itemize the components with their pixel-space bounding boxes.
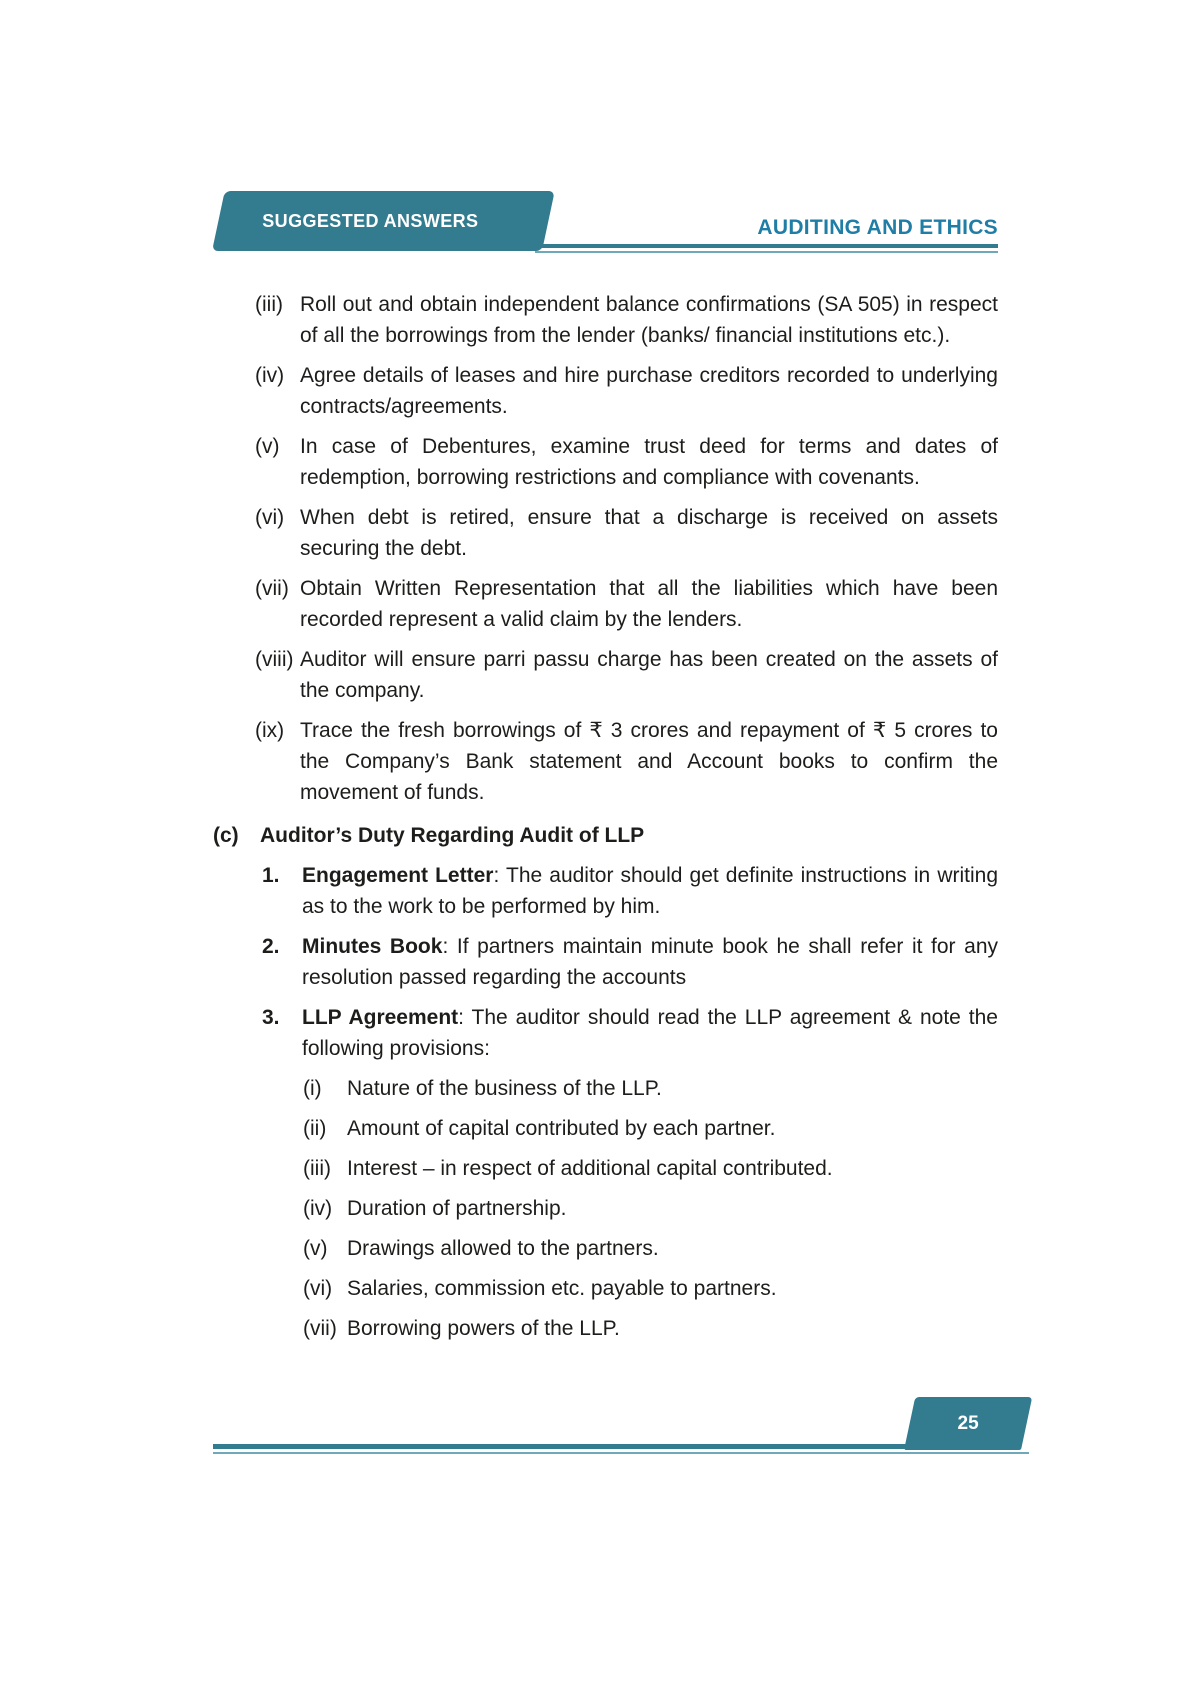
item-lead: Minutes Book bbox=[302, 935, 443, 958]
list-item-b-iv bbox=[213, 1193, 998, 1224]
page-number-badge bbox=[904, 1397, 1032, 1450]
footer-rule-thin bbox=[213, 1452, 1029, 1454]
list-text: Drawings allowed to the partners. bbox=[347, 1237, 659, 1260]
list-item-b-iii bbox=[213, 1153, 998, 1184]
list-item-a-ix bbox=[213, 715, 998, 808]
list-text: Duration of partnership. bbox=[347, 1197, 567, 1220]
page-header-title: AUDITING AND ETHICS bbox=[757, 216, 998, 239]
list-item-b-i bbox=[213, 1073, 998, 1104]
numbered-item-3 bbox=[213, 1002, 998, 1064]
numbered-item-1 bbox=[213, 860, 998, 922]
list-marker: (vi) bbox=[303, 1277, 333, 1300]
list-marker: (ix) bbox=[255, 719, 285, 742]
list-marker: (viii) bbox=[255, 648, 294, 671]
list-text: Auditor will ensure parri passu charge has been created on the assets of the company. bbox=[300, 648, 998, 702]
list-text: Trace the fresh borrowings of ₹ 3 crores and repayment of ₹ 5 crores to the Company’s Bank statement and Account books to confirm the movement of funds. bbox=[300, 719, 998, 804]
list-marker: (v) bbox=[303, 1237, 328, 1260]
list-marker: (vii) bbox=[255, 577, 289, 600]
list-text: When debt is retired, ensure that a discharge is received on assets securing the debt. bbox=[300, 506, 998, 560]
list-marker: (i) bbox=[303, 1077, 322, 1100]
list-text: Borrowing powers of the LLP. bbox=[347, 1317, 620, 1340]
header-rule-thick bbox=[535, 244, 998, 248]
section-heading-text: Auditor’s Duty Regarding Audit of LLP bbox=[260, 824, 645, 847]
answer-content bbox=[213, 289, 998, 1344]
list-text: Interest – in respect of additional capital contributed. bbox=[347, 1157, 833, 1180]
list-marker: 2. bbox=[262, 935, 280, 958]
list-marker: (iii) bbox=[303, 1157, 331, 1180]
list-text bbox=[302, 935, 998, 989]
list-item-b-v bbox=[213, 1233, 998, 1264]
list-item-b-vii bbox=[213, 1313, 998, 1344]
numbered-item-2 bbox=[213, 931, 998, 993]
list-marker: 3. bbox=[262, 1006, 280, 1029]
list-text bbox=[302, 1006, 998, 1060]
list-item-a-vii bbox=[213, 573, 998, 635]
list-text: Agree details of leases and hire purchase creditors recorded to underlying contracts/agreements. bbox=[300, 364, 998, 418]
list-marker: (vi) bbox=[255, 506, 285, 529]
list-text: Salaries, commission etc. payable to partners. bbox=[347, 1277, 777, 1300]
list-text: Amount of capital contributed by each partner. bbox=[347, 1117, 776, 1140]
section-marker: (c) bbox=[213, 824, 239, 847]
banner-label: SUGGESTED ANSWERS bbox=[262, 210, 479, 231]
list-item-a-vi bbox=[213, 502, 998, 564]
list-item-a-iii bbox=[213, 289, 998, 351]
list-marker: (iii) bbox=[255, 293, 283, 316]
item-body: : The auditor should get definite instructions in writing as to the work to be performed by him. bbox=[302, 864, 998, 918]
list-text: Nature of the business of the LLP. bbox=[347, 1077, 662, 1100]
list-text: Roll out and obtain independent balance confirmations (SA 505) in respect of all the borrowings from the lender (banks/ financial institutions etc.). bbox=[300, 293, 998, 347]
list-item-a-v bbox=[213, 431, 998, 493]
list-item-a-iv bbox=[213, 360, 998, 422]
list-marker: (iv) bbox=[303, 1197, 333, 1220]
footer-rule-thick bbox=[213, 1444, 908, 1449]
list-marker: (v) bbox=[255, 435, 280, 458]
list-text: Obtain Written Representation that all the liabilities which have been recorded represent a valid claim by the lenders. bbox=[300, 577, 998, 631]
list-marker: 1. bbox=[262, 864, 280, 887]
item-lead: Engagement Letter bbox=[302, 864, 494, 887]
page-number: 25 bbox=[957, 1412, 979, 1434]
list-item-b-vi bbox=[213, 1273, 998, 1304]
list-marker: (vii) bbox=[303, 1317, 337, 1340]
item-body: : The auditor should read the LLP agreement & note the following provisions: bbox=[302, 1006, 998, 1060]
list-item-a-viii bbox=[213, 644, 998, 706]
header-rule-thin bbox=[535, 251, 998, 253]
list-item-b-ii bbox=[213, 1113, 998, 1144]
item-body: : If partners maintain minute book he shall refer it for any resolution passed regarding the accounts bbox=[302, 935, 999, 989]
list-text bbox=[302, 864, 998, 918]
suggested-answers-banner bbox=[212, 191, 555, 251]
section-c-heading bbox=[213, 820, 998, 851]
item-lead: LLP Agreement bbox=[302, 1006, 459, 1029]
list-marker: (ii) bbox=[303, 1117, 327, 1140]
list-text: In case of Debentures, examine trust deed for terms and dates of redemption, borrowing restrictions and compliance with covenants. bbox=[300, 435, 998, 489]
list-marker: (iv) bbox=[255, 364, 285, 387]
